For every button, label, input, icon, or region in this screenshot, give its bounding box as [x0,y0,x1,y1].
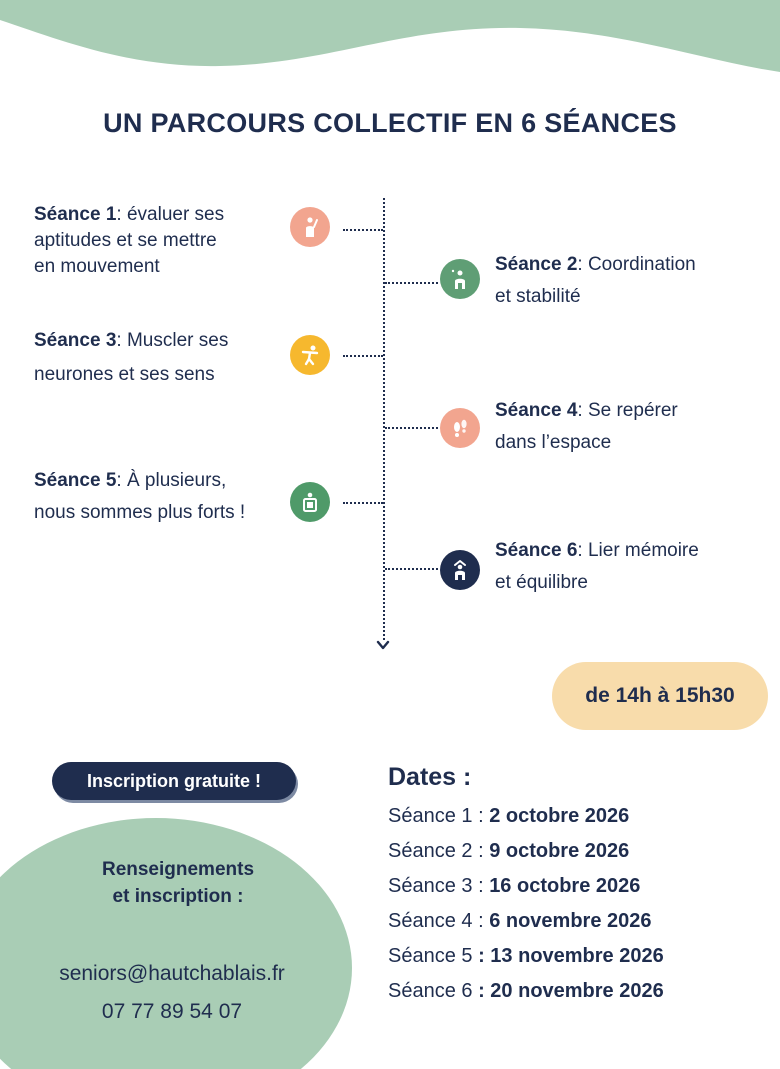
date-value-2: 9 octobre 2026 [489,840,630,862]
contact-phone[interactable]: 07 77 89 54 07 [101,1000,243,1023]
session-1-line3: en mouvement [34,256,160,277]
group-icon [299,491,321,513]
date-label-3: Séance 3 : [388,875,490,897]
time-badge: de 14h à 15h30 [552,662,768,730]
footprints-icon [449,417,471,439]
date-label-5: Séance 5 [388,945,479,967]
session-3-desc: : Muscler ses [116,330,229,351]
date-value-3: 16 octobre 2026 [489,875,641,897]
date-row-5 [388,945,664,968]
session-6-icon-badge [440,550,480,590]
session-6-desc: : Lier mémoire [577,540,699,561]
free-inscription-badge: Inscription gratuite ! [52,762,296,800]
date-label-2: Séance 2 : [388,840,490,862]
connector-session-3 [343,355,383,357]
connector-session-4 [385,427,438,429]
person-balance-icon [449,268,471,290]
date-row-1 [388,805,629,828]
date-row-4 [388,910,652,933]
date-value-6: : 20 novembre 2026 [478,980,664,1002]
session-5-line2: nous sommes plus forts ! [34,502,246,523]
session-4-desc: : Se repérer [577,400,678,421]
page-title: UN PARCOURS COLLECTIF EN 6 SÉANCES [103,108,677,138]
session-6-name: Séance 6 [495,540,578,561]
session-4-name: Séance 4 [495,400,578,421]
connector-session-5 [343,502,383,504]
session-2-name: Séance 2 [495,254,578,275]
connector-session-6 [385,568,438,570]
session-4-text [495,398,678,456]
date-label-4: Séance 4 : [388,910,490,932]
session-1-desc: : évaluer ses [116,204,225,225]
date-value-5: : 13 novembre 2026 [478,945,664,967]
session-3-text [34,328,228,388]
session-2-text [495,252,696,310]
session-4-icon-badge [440,408,480,448]
date-row-3 [388,875,640,898]
connector-session-2 [385,282,438,284]
date-value-1: 2 octobre 2026 [489,805,630,827]
date-label-6: Séance 6 [388,980,479,1002]
info-line-2: et inscription : [112,886,244,907]
session-3-icon-badge [290,335,330,375]
session-2-desc: : Coordination [577,254,696,275]
session-5-desc: : À plusieurs, [116,470,227,491]
info-label [60,856,296,910]
person-exercise-icon [299,344,321,366]
session-1-name: Séance 1 [34,204,117,225]
date-row-2 [388,840,629,863]
session-5-name: Séance 5 [34,470,117,491]
session-5-text [34,468,245,526]
date-label-1: Séance 1 : [388,805,490,827]
session-2-line2: et stabilité [495,286,581,307]
timeline-arrow-icon [376,638,390,652]
session-4-line2: dans l’espace [495,432,612,453]
session-3-name: Séance 3 [34,330,117,351]
top-wave-decoration [0,0,780,90]
session-2-icon-badge [440,259,480,299]
info-line-1: Renseignements [101,859,255,880]
dates-title: Dates : [388,763,472,791]
person-memory-icon [449,559,471,581]
session-3-line2: neurones et ses sens [34,364,215,385]
session-1-line2: aptitudes et se mettre [34,230,217,251]
date-row-6 [388,980,664,1003]
connector-session-1 [343,229,383,231]
contact-email[interactable]: seniors@hautchablais.fr [59,962,285,985]
session-6-text [495,538,699,596]
person-raise-hand-icon [299,216,321,238]
date-value-4: 6 novembre 2026 [489,910,652,932]
timeline-line [383,198,385,640]
session-5-icon-badge [290,482,330,522]
session-1-text [34,202,224,280]
session-6-line2: et équilibre [495,572,588,593]
session-1-icon-badge [290,207,330,247]
